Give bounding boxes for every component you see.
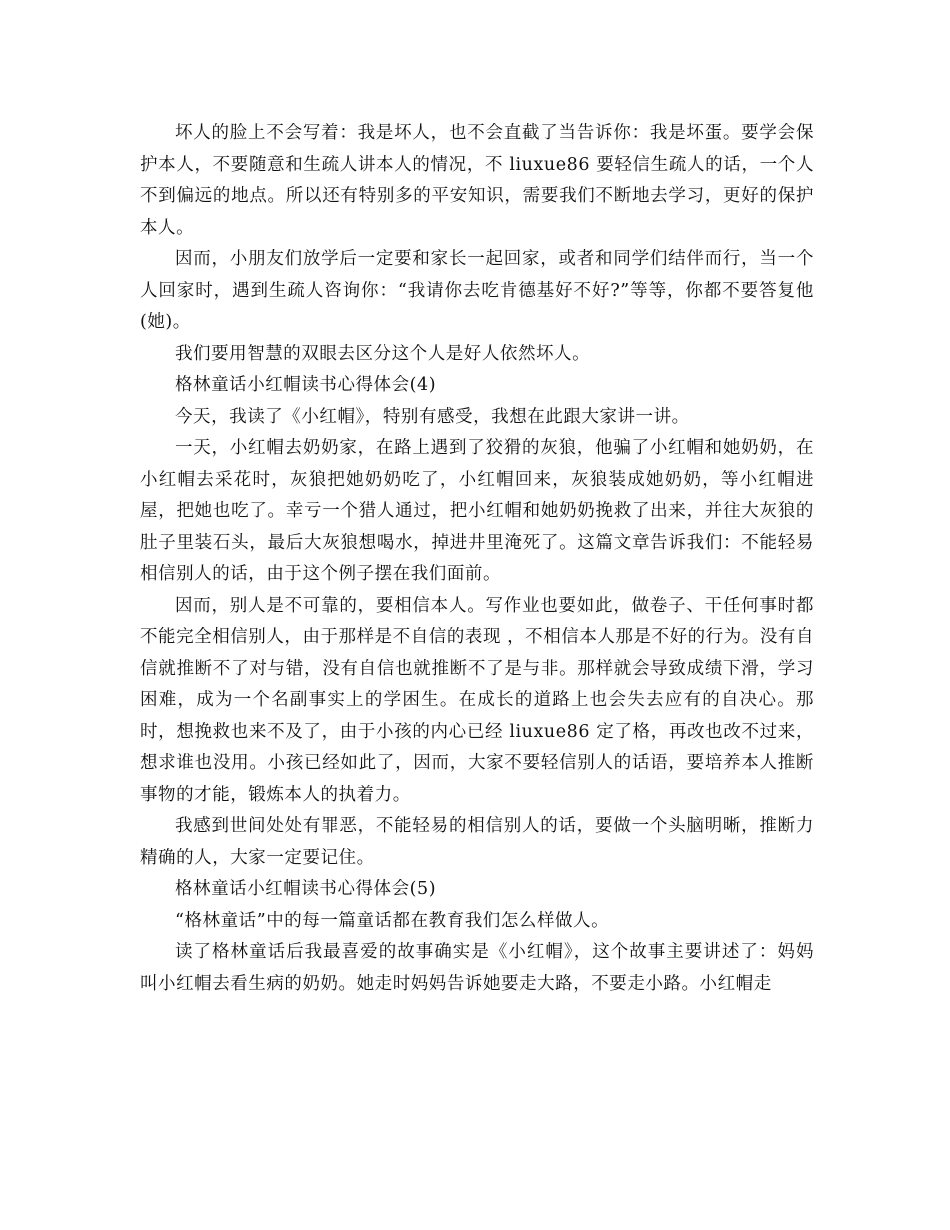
section-heading-4: 格林童话小红帽读书心得体会(4) bbox=[175, 375, 437, 395]
paragraph-go-home-together: 因而，小朋友们放学后一定要和家长一起回家，或者和同学们结伴而行，当一个人回家时，遇到生疏人咨询你：“我请你去吃肯德基好不好?”等等，你都不要答复他(她)。 bbox=[140, 249, 814, 332]
paragraph-conclusion: 我感到世间处处有罪恶，不能轻易的相信别人的话，要做一个头脑明晰，推断力精确的人，大家一定要记住。 bbox=[140, 816, 814, 868]
paragraph-story-summary: 一天，小红帽去奶奶家，在路上遇到了狡猾的灰狼，他骗了小红帽和她奶奶，在小红帽去采花时，灰狼把她奶奶吃了，小红帽回来，灰狼装成她奶奶，等小红帽进屋，把她也吃了。幸亏一个猎人通过，把小红帽和她奶奶挽救了出来，并往大灰狼的肚子里装石头，最后大灰狼想喝水，掉进井里淹死了。这篇文章告诉我们：不能轻易相信别人的话，由于这个例子摆在我们面前。 bbox=[140, 438, 814, 584]
paragraph-safety-advice: 坏人的脸上不会写着：我是坏人，也不会直截了当告诉你：我是坏蛋。要学会保护本人，不要随意和生疏人讲本人的情况，不 liuxue86 要轻信生疏人的话，一个人不到偏远的地点。所以还有特别多的平安知识，需要我们不断地去学习，更好的保护本人。 bbox=[140, 123, 814, 238]
section-heading-5: 格林童话小红帽读书心得体会(5) bbox=[175, 879, 437, 899]
paragraph-wise-eyes: 我们要用智慧的双眼去区分这个人是好人依然坏人。 bbox=[175, 343, 591, 364]
document-body bbox=[140, 118, 814, 1000]
paragraph-favorite-story: 读了格林童话后我最喜爱的故事确实是《小红帽》，这个故事主要讲述了：妈妈叫小红帽去看生病的奶奶。她走时妈妈告诉她要走大路，不要走小路。小红帽走 bbox=[140, 942, 814, 994]
paragraph-today-reading: 今天，我读了《小红帽》，特别有感受，我想在此跟大家讲一讲。 bbox=[175, 406, 690, 427]
paragraph-self-trust: 因而，别人是不可靠的，要相信本人。写作业也要如此，做卷子、干任何事时都不能完全相信别人，由于那样是不自信的表现 ，不相信本人那是不好的行为。没有自信就推断不了对与错，没有自信也就推断不了是与非。那样就会导致成绩下滑，学习困难，成为一个名副事实上的学困生。在成长的道路上也会失去应有的自决心。那时，想挽救也来不及了，由于小孩的内心已经 liuxue86 定了格，再改也改不过来，想求谁也没用。小孩已经如此了，因而，大家不要轻信别人的话语，要培养本人推断事物的才能，锻炼本人的执着力。 bbox=[140, 595, 814, 805]
paragraph-grimm-intro: “格林童话”中的每一篇童话都在教育我们怎么样做人。 bbox=[175, 910, 610, 931]
